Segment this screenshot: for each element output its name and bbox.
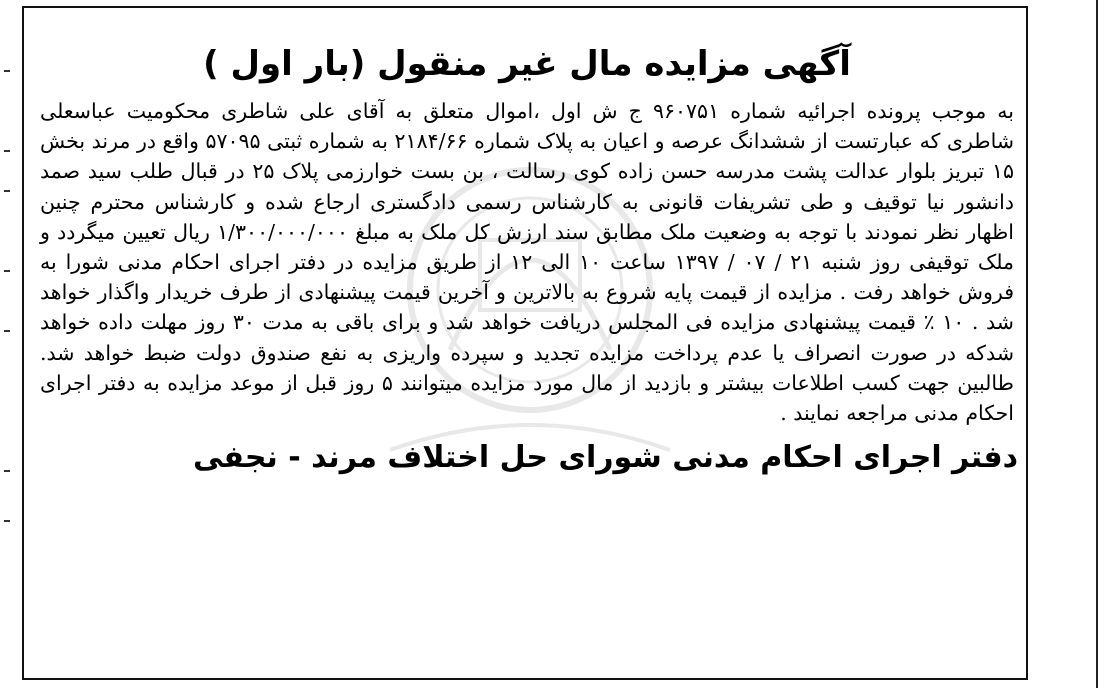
notice-signature: دفتر اجرای احکام مدنی شورای حل اختلاف مرند - نجفی — [192, 440, 1018, 476]
page-edge-rule — [1096, 0, 1098, 688]
notice-title: آگهی مزایده مال غیر منقول (بار اول ) — [203, 44, 851, 84]
auction-notice — [36, 18, 1018, 678]
notice-body: به موجب پرونده اجرائیه شماره ۹۶۰۷۵۱ ج ش اول ،اموال متعلق به آقای علی شاطری محکومیت عباسعلی شاطری که عبارتست از ششدانگ عرصه و اعیان به پلاک شماره ۲۱۸۴/۶۶ به شماره ثبتی ۵۷۰۹۵ واقع در مرند بخش ۱۵ تبریز بلوار عدالت پشت مدرسه حسن زاده کوی رسالت ، بن بست خوارزمی پلاک ۲۵ در قبال طلب سید صمد دانشور نیا توقیف و طی تشریفات قانونی به کارشناس رسمی دادگستری ارجاع شده و کارشناس محترم چنین اظهار نظر نمودند با توجه به وضعیت ملک مطابق سند ارزش کل ملک به مبلغ ۱/۳۰۰/۰۰۰/۰۰۰ ریال تعیین میگردد و ملک توقیفی روز شنبه ۲۱ / ۰۷ / ۱۳۹۷ ساعت ۱۰ الی ۱۲ از طریق مزایده در دفتر اجرای احکام مدنی شورا به فروش خواهد رفت . مزایده از قیمت پایه شروع به بالاترین و آخرین قیمت پیشنهادی از طرف خریدار واگذار خواهد شد . ۱۰ ٪ قیمت پیشنهادی مزایده فی المجلس دریافت خواهد شد و برای باقی به مدت ۳۰ روز مهلت داده خواهد شدکه در صورت انصراف یا عدم پرداخت مزایده تجدید و سپرده واریزی به نفع صندوق دولت ضبط خواهد شد. طالبین جهت کسب اطلاعات بیشتر و بازدید از مال مورد مزایده میتوانند ۵ روز قبل از موعد مزایده به دفتر اجرای احکام مدنی مراجعه نمایند . — [40, 99, 1015, 426]
adjacent-column-edge — [0, 0, 16, 688]
